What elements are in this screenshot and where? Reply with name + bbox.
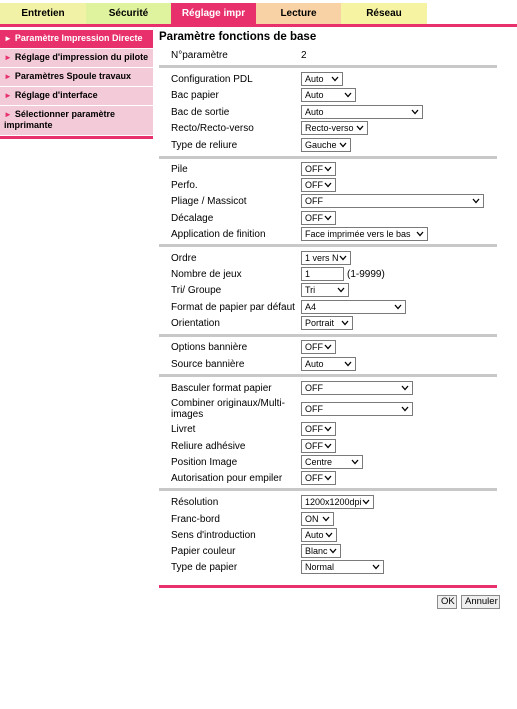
arrow-right-icon: ► <box>4 34 12 43</box>
chevron-down-icon <box>415 228 425 240</box>
chevron-down-icon <box>323 440 333 452</box>
combiner-label: Combiner originaux/Multi-images <box>171 398 285 420</box>
combiner-select[interactable] <box>301 402 413 416</box>
agrafer-value: OFF <box>305 473 323 483</box>
sidebar <box>0 30 153 139</box>
tab-securite[interactable]: Sécurité <box>86 3 171 24</box>
chevron-down-icon <box>393 301 403 313</box>
resolution-select[interactable] <box>301 495 374 509</box>
bac-papier-value: Auto <box>305 90 324 100</box>
combiner-value: OFF <box>305 404 323 414</box>
chevron-down-icon <box>328 545 338 557</box>
finition-value: Face imprimée vers le bas <box>305 229 411 239</box>
reliure-label: Type de reliure <box>171 140 238 151</box>
pile-select[interactable] <box>301 162 336 176</box>
adhesive-label: Reliure adhésive <box>171 441 246 452</box>
sidebar-item-label: Paramètres Spoule travaux <box>14 71 131 81</box>
sens-label: Sens d'introduction <box>171 530 256 541</box>
chevron-down-icon <box>410 106 420 118</box>
sidebar-item-label: Réglage d'interface <box>14 90 98 100</box>
chevron-down-icon <box>340 317 350 329</box>
pile-label: Pile <box>171 164 188 175</box>
chevron-down-icon <box>323 423 333 435</box>
tri-label: Tri/ Groupe <box>171 285 222 296</box>
chevron-down-icon <box>330 73 340 85</box>
franc-bord-select[interactable] <box>301 512 334 526</box>
chevron-down-icon <box>371 561 381 573</box>
type-papier-select[interactable] <box>301 560 384 574</box>
recto-value: Recto-verso <box>305 123 354 133</box>
sidebar-item-impression-directe[interactable] <box>0 30 153 49</box>
type-papier-label: Type de papier <box>171 562 238 573</box>
section-divider <box>159 156 497 159</box>
position-label: Position Image <box>171 457 238 468</box>
resolution-value: 1200x1200dpi <box>305 497 362 507</box>
pdl-select[interactable] <box>301 72 343 86</box>
ordre-value: 1 vers N <box>305 253 339 263</box>
sidebar-item-selectionner-parametre[interactable] <box>0 106 153 136</box>
orientation-value: Portrait <box>305 318 335 328</box>
format-value: A4 <box>305 302 317 312</box>
jeux-label: Nombre de jeux <box>171 269 242 280</box>
chevron-down-icon <box>336 284 346 296</box>
main-panel <box>159 0 497 709</box>
agrafer-label: Autorisation pour empiler <box>171 473 283 484</box>
opt-banniere-label: Options bannière <box>171 342 248 353</box>
pile-value: OFF <box>305 164 323 174</box>
resolution-label: Résolution <box>171 497 219 508</box>
arrow-right-icon: ► <box>4 110 12 119</box>
recto-select[interactable] <box>301 121 368 135</box>
parameter-number-label: N°paramètre <box>171 50 228 61</box>
tri-select[interactable] <box>301 283 349 297</box>
couleur-label: Papier couleur <box>171 546 236 557</box>
type-papier-value: Normal <box>305 562 335 572</box>
chevron-down-icon <box>350 456 360 468</box>
sidebar-item-label: Paramètre Impression Directe <box>14 33 143 43</box>
pdl-label: Configuration PDL <box>171 74 253 85</box>
finition-select[interactable] <box>301 227 428 241</box>
arrow-right-icon: ► <box>4 72 12 81</box>
section-divider <box>159 374 497 377</box>
chevron-down-icon <box>343 358 353 370</box>
adhesive-value: OFF <box>305 441 323 451</box>
jeux-input[interactable]: 1 <box>301 267 344 281</box>
decalage-label: Décalage <box>171 213 214 224</box>
pliage-select[interactable] <box>301 194 484 208</box>
basculer-label: Basculer format papier <box>171 383 272 394</box>
ordre-label: Ordre <box>171 253 197 264</box>
franc-bord-value: ON <box>305 514 319 524</box>
sidebar-item-spoule[interactable] <box>0 68 153 87</box>
cancel-button[interactable]: Annuler <box>461 595 500 609</box>
chevron-down-icon <box>323 472 333 484</box>
chevron-down-icon <box>355 122 365 134</box>
position-select[interactable] <box>301 455 363 469</box>
pdl-value: Auto <box>305 74 324 84</box>
arrow-right-icon: ► <box>4 53 12 62</box>
reliure-select[interactable] <box>301 138 351 152</box>
ok-button[interactable]: OK <box>437 595 457 609</box>
sidebar-item-reglage-pilote[interactable] <box>0 49 153 68</box>
couleur-select[interactable] <box>301 544 341 558</box>
chevron-down-icon <box>324 529 334 541</box>
chevron-down-icon <box>338 139 348 151</box>
chevron-down-icon <box>323 179 333 191</box>
livret-label: Livret <box>171 424 196 435</box>
sens-select[interactable] <box>301 528 337 542</box>
franc-bord-label: Franc-bord <box>171 514 220 525</box>
tab-lecture[interactable]: Lecture <box>256 3 341 24</box>
section-divider <box>159 334 497 337</box>
format-select[interactable] <box>301 300 406 314</box>
perfo-label: Perfo. <box>171 180 198 191</box>
section-divider <box>159 244 497 247</box>
chevron-down-icon <box>361 496 371 508</box>
chevron-down-icon <box>323 163 333 175</box>
chevron-down-icon <box>323 212 333 224</box>
src-banniere-select[interactable] <box>301 357 356 371</box>
recto-label: Recto/Recto-verso <box>171 123 254 134</box>
opt-banniere-select[interactable] <box>301 340 336 354</box>
src-banniere-value: Auto <box>305 359 324 369</box>
tab-entretien[interactable]: Entretien <box>0 3 86 24</box>
chevron-down-icon <box>321 513 331 525</box>
sens-value: Auto <box>305 530 324 540</box>
chevron-down-icon <box>343 89 353 101</box>
chevron-down-icon <box>323 341 333 353</box>
reliure-value: Gauche <box>305 140 337 150</box>
sidebar-bottom-line <box>0 136 153 139</box>
basculer-value: OFF <box>305 383 323 393</box>
tri-value: Tri <box>305 285 316 295</box>
parameter-number-value: 2 <box>301 50 307 61</box>
ordre-select[interactable] <box>301 251 351 265</box>
opt-banniere-value: OFF <box>305 342 323 352</box>
bac-sortie-value: Auto <box>305 107 324 117</box>
agrafer-select[interactable] <box>301 471 336 485</box>
arrow-right-icon: ► <box>4 91 12 100</box>
sidebar-item-interface[interactable] <box>0 87 153 106</box>
chevron-down-icon <box>338 252 348 264</box>
pliage-value: OFF <box>305 196 323 206</box>
chevron-down-icon <box>400 403 410 415</box>
orientation-select[interactable] <box>301 316 353 330</box>
format-label: Format de papier par défaut <box>171 302 295 313</box>
bac-papier-label: Bac papier <box>171 90 219 101</box>
decalage-value: OFF <box>305 213 323 223</box>
sidebar-item-label: Sélectionner paramètre imprimante <box>4 109 115 130</box>
perfo-select[interactable] <box>301 178 336 192</box>
tab-reseau[interactable]: Réseau <box>341 3 427 24</box>
adhesive-select[interactable] <box>301 439 336 453</box>
orientation-label: Orientation <box>171 318 220 329</box>
sidebar-item-label: Réglage d'impression du pilote <box>14 52 149 62</box>
tab-reglage-impr[interactable]: Réglage impr <box>171 3 256 24</box>
livret-value: OFF <box>305 424 323 434</box>
bac-sortie-label: Bac de sortie <box>171 107 230 118</box>
pliage-label: Pliage / Massicot <box>171 196 247 207</box>
section-divider <box>159 65 497 68</box>
bac-papier-select[interactable] <box>301 88 356 102</box>
finition-label: Application de finition <box>171 229 266 240</box>
jeux-range-hint: (1-9999) <box>347 269 385 280</box>
src-banniere-label: Source bannière <box>171 359 245 370</box>
bac-sortie-select[interactable] <box>301 105 423 119</box>
couleur-value: Blanc <box>305 546 328 556</box>
bottom-accent-line <box>159 585 497 588</box>
decalage-select[interactable] <box>301 211 336 225</box>
chevron-down-icon <box>400 382 410 394</box>
livret-select[interactable] <box>301 422 336 436</box>
page-title: Paramètre fonctions de base <box>159 31 317 43</box>
perfo-value: OFF <box>305 180 323 190</box>
basculer-select[interactable] <box>301 381 413 395</box>
section-divider <box>159 488 497 491</box>
position-value: Centre <box>305 457 333 467</box>
chevron-down-icon <box>471 195 481 207</box>
